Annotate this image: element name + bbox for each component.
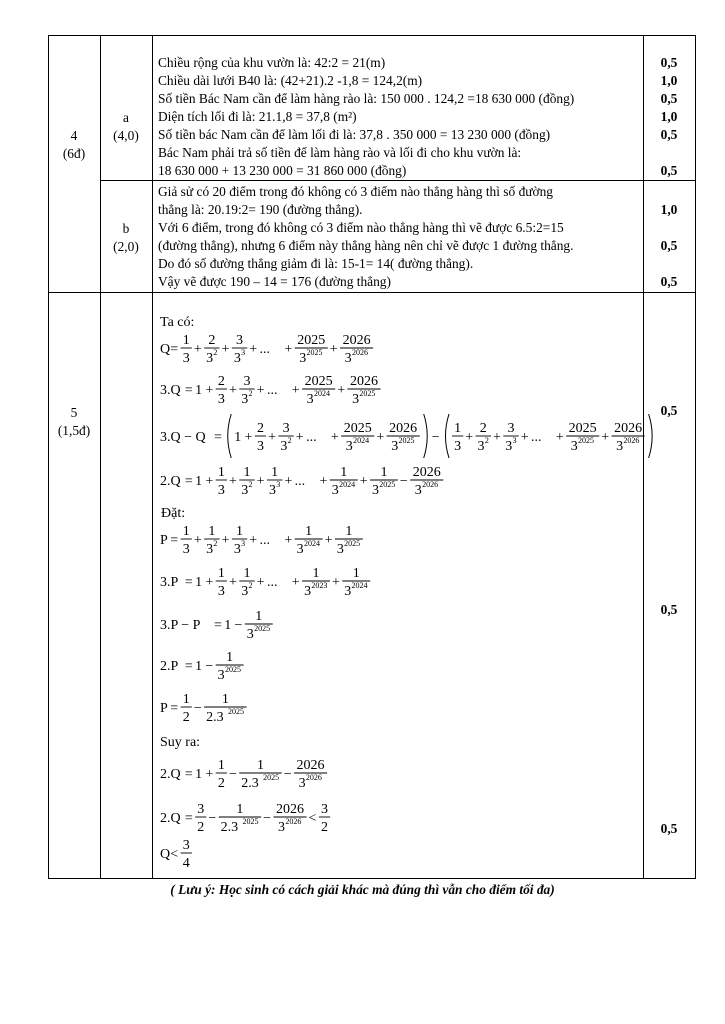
score-5: 0,5 — [660, 403, 678, 418]
equation-3Q-minus-Q: 3 — [256, 439, 264, 454]
equation-3Q-minus-Q: + — [244, 430, 253, 445]
equation-P: ... — [259, 533, 271, 548]
equation-P: + — [193, 533, 202, 548]
equation-2Q: 2025 — [379, 480, 396, 489]
equation-P-result: = — [170, 701, 179, 716]
part-4b-line: thẳng là: 20.19:2= 190 (đường thẳng). — [158, 202, 363, 217]
equation-P: + — [249, 533, 258, 548]
equation-3P: 3 — [217, 584, 225, 599]
score-4b: 1,0 — [660, 202, 678, 217]
equation-3Q-minus-Q: 1 — [234, 430, 242, 445]
equation-Q: 2 — [208, 333, 216, 348]
equation-3Q-minus-Q: 2 — [484, 436, 489, 445]
equation-3P: + — [256, 575, 265, 590]
equation-2Q: 1 — [195, 474, 203, 489]
equation-2Q: + — [359, 474, 368, 489]
equation-3P: + — [291, 575, 300, 590]
equation-Q: + — [193, 342, 202, 357]
equation-3P: + — [332, 575, 340, 590]
equation-P: 3 — [233, 542, 241, 557]
part-4a-line: 18 630 000 + 13 230 000 = 31 860 000 (đồng) — [158, 163, 407, 178]
equation-3P-minus-P: = — [213, 618, 222, 633]
equation-P: 2 — [213, 539, 218, 548]
equation-2Q-inequality: 3 — [197, 802, 205, 817]
equation-Q: 1 — [182, 333, 190, 348]
equation-Q: 2025 — [297, 333, 326, 348]
equation-3Q: + — [337, 383, 346, 398]
equation-Q: + — [284, 342, 293, 357]
equation-2Q-inequality: − — [263, 811, 272, 826]
equation-3P: 1 — [217, 566, 225, 581]
equation-3Q: + — [205, 383, 214, 398]
equation-2Q-result: 2.3 — [241, 776, 259, 791]
score-5: 0,5 — [660, 602, 678, 617]
equation-P: 3 — [206, 542, 214, 557]
equation-3Q-minus-Q: + — [493, 430, 501, 445]
equation-3Q-minus-Q: 2026 — [614, 421, 643, 436]
equation-3Q-minus-Q: − — [431, 430, 440, 445]
part-4a-line: Diện tích lối đi là: 21.1,8 = 37,8 (m²) — [158, 109, 357, 124]
score-4b: 0,5 — [660, 238, 678, 253]
equation-3Q-minus-Q: 3 — [507, 421, 515, 436]
equation-P-result: 1 — [221, 692, 229, 707]
equation-P: 3 — [241, 539, 246, 548]
set-label: Đặt: — [161, 506, 186, 521]
equation-P: + — [221, 533, 230, 548]
equation-2Q: 3 — [276, 480, 281, 489]
equation-Q: 2026 — [351, 348, 368, 357]
equation-3Q-minus-Q: 3 — [477, 439, 485, 454]
equation-2Q: 2026 — [412, 465, 441, 480]
equation-3P-minus-P: 1 — [224, 618, 232, 633]
equation-2P: 1 — [195, 659, 203, 674]
equation-Q: 3 — [299, 351, 307, 366]
equation-2Q-result: 2.Q — [160, 767, 181, 782]
equation-3Q-minus-Q: 3 — [512, 436, 517, 445]
score-4a: 1,0 — [660, 73, 678, 88]
equation-2Q-inequality: 2 — [197, 820, 205, 835]
equation-3Q-minus-Q: 3 — [616, 439, 624, 454]
equation-2Q: 2024 — [339, 480, 356, 489]
equation-2Q-inequality: 2.Q — [160, 811, 181, 826]
equation-3Q-minus-Q: 3 — [345, 439, 353, 454]
equation-2P: 1 — [226, 650, 234, 665]
equation-3Q-minus-Q: 3 — [570, 439, 578, 454]
equation-3Q-minus-Q: 2025 — [568, 421, 597, 436]
equation-3Q-minus-Q: + — [295, 430, 304, 445]
equation-Q: Q — [160, 342, 171, 357]
equation-3P: 3.P — [160, 575, 179, 590]
equation-2Q-inequality: < — [308, 811, 317, 826]
equation-3Q-minus-Q: 1 — [454, 421, 462, 436]
equation-2Q: + — [256, 474, 265, 489]
equation-3Q: 3.Q — [160, 383, 181, 398]
parenthesis — [446, 414, 450, 458]
equation-3P: = — [184, 575, 193, 590]
equation-P: 2024 — [303, 539, 320, 548]
part-4a-line: Chiều rộng của khu vườn là: 42:2 = 21(m) — [158, 55, 386, 70]
equation-3Q: + — [228, 383, 237, 398]
question-4-points: (6đ) — [62, 146, 86, 161]
part-4b-line: Vậy vẽ được 190 – 14 = 176 (đường thẳng) — [158, 274, 391, 289]
equation-P: 1 — [182, 524, 190, 539]
equation-P: 1 — [305, 524, 313, 539]
part-4b-line: Do đó số đường thẳng giảm đi là: 15-1= 14( đường thẳng). — [158, 256, 474, 271]
equation-2Q-result: − — [228, 767, 237, 782]
equation-P-result: 2 — [182, 710, 190, 725]
equation-Q: 2025 — [306, 348, 323, 357]
intro-label: Ta có: — [160, 315, 195, 330]
equation-3P: 1 — [195, 575, 203, 590]
score-4a: 1,0 — [660, 109, 678, 124]
equation-2Q: 3 — [372, 483, 379, 498]
equation-3Q: 3 — [243, 374, 251, 389]
equation-3Q-minus-Q: 2 — [479, 421, 487, 436]
equation-conclusion: Q — [160, 847, 171, 862]
equation-2Q: + — [319, 474, 328, 489]
equation-2Q: 3 — [217, 483, 225, 498]
equation-Q: + — [329, 342, 338, 357]
equation-2Q: + — [205, 474, 214, 489]
equation-2Q-inequality: 3 — [278, 820, 286, 835]
equation-2P: − — [205, 659, 214, 674]
equation-3Q: 1 — [195, 383, 203, 398]
equation-2Q: 1 — [271, 465, 279, 480]
equation-3P-minus-P: 1 — [255, 609, 263, 624]
equation-2Q-result: 2 — [217, 776, 225, 791]
equation-3Q: 2024 — [313, 389, 330, 398]
equation-3Q: ... — [266, 383, 278, 398]
equation-2P: 2.P — [160, 659, 179, 674]
equation-3Q: 2025 — [304, 374, 333, 389]
equation-3Q-minus-Q: 2 — [256, 421, 264, 436]
equation-3Q-minus-Q: + — [520, 430, 529, 445]
equation-3P: 2024 — [351, 581, 368, 590]
part-4a-points: (4,0) — [113, 128, 139, 143]
equation-3Q-minus-Q: 2025 — [398, 436, 415, 445]
equation-2Q: 3 — [331, 483, 339, 498]
equation-P: 3 — [182, 542, 190, 557]
question-4-number: 4 — [70, 128, 78, 143]
equation-3P: + — [205, 575, 214, 590]
part-4b-line: Với 6 điểm, trong đó không có 3 điểm nào thẳng hàng thì vẽ được 6.5:2=15 — [158, 220, 564, 235]
equation-3P: 2023 — [311, 581, 328, 590]
equation-3Q-minus-Q: 2026 — [623, 436, 640, 445]
equation-3Q: 3 — [352, 392, 360, 407]
equation-3Q-minus-Q: 3 — [391, 439, 399, 454]
equation-3Q-minus-Q: ... — [531, 430, 542, 445]
equation-3P-minus-P: 3 — [246, 627, 254, 642]
equation-Q: 3 — [344, 351, 352, 366]
equation-P-result: 2.3 — [206, 710, 224, 725]
equation-2Q: 3 — [414, 483, 422, 498]
equation-3Q-minus-Q: 3 — [505, 439, 513, 454]
equation-3Q-minus-Q: + — [555, 430, 564, 445]
equation-P-result: − — [193, 701, 202, 716]
equation-Q: 3 — [236, 333, 244, 348]
score-4a: 0,5 — [660, 127, 678, 142]
equation-P: 3 — [336, 542, 344, 557]
equation-Q: = — [170, 342, 179, 357]
equation-3Q: 2025 — [359, 389, 376, 398]
question-5-number: 5 — [70, 405, 78, 420]
equation-3P: 3 — [304, 584, 312, 599]
equation-3Q: 3 — [306, 392, 314, 407]
equation-2Q-inequality: 2026 — [276, 802, 304, 817]
part-4b-line: Giả sử có 20 điểm trong đó không có 3 điểm nào thẳng hàng thì số đường — [158, 184, 553, 199]
equation-2Q-result: + — [205, 767, 214, 782]
equation-Q: 2026 — [342, 333, 371, 348]
equation-conclusion: 3 — [182, 838, 190, 853]
part-4b-line: (đường thẳng), nhưng 6 điểm này thẳng hàng nên chỉ vẽ được 1 đường thẳng. — [158, 238, 574, 253]
equation-P-result: 1 — [182, 692, 190, 707]
equation-2Q: 3 — [241, 483, 249, 498]
equation-3Q-minus-Q: 2025 — [578, 436, 594, 445]
equation-3Q-minus-Q: 3.Q − Q — [160, 430, 206, 445]
part-4a-line: Số tiền bác Nam cần để làm lối đi là: 37,8 . 350 000 = 13 230 000 (đồng) — [158, 127, 551, 142]
equation-3Q: 3 — [217, 392, 225, 407]
equation-2Q-inequality: 3 — [320, 802, 328, 817]
equation-2Q: + — [228, 474, 237, 489]
equation-P: P — [160, 533, 168, 548]
equation-3Q-minus-Q: 2026 — [389, 421, 418, 436]
equation-3Q-minus-Q: 2025 — [343, 421, 372, 436]
equation-3P: 3 — [241, 584, 249, 599]
part-4a-line: Chiều dài lưới B40 là: (42+21).2 -1,8 = 124,2(m) — [158, 73, 423, 88]
equation-Q: + — [221, 342, 230, 357]
equation-2Q: 2.Q — [160, 474, 181, 489]
equation-P: 1 — [236, 524, 244, 539]
equation-P-result: P — [160, 701, 168, 716]
score-4a: 0,5 — [660, 91, 678, 106]
equation-2Q: 1 — [243, 465, 251, 480]
part-4b-points: (2,0) — [113, 239, 139, 254]
equation-Q: + — [249, 342, 258, 357]
equation-P: 3 — [296, 542, 304, 557]
equation-P: = — [170, 533, 179, 548]
equation-Q: 3 — [241, 348, 246, 357]
equation-2P: 3 — [217, 668, 225, 683]
question-5-points: (1,5đ) — [57, 423, 91, 438]
equation-2Q: 2 — [248, 480, 253, 489]
equation-3Q-minus-Q: 3 — [280, 439, 288, 454]
equation-2P: 2025 — [224, 665, 241, 674]
equation-Q: 2 — [213, 348, 218, 357]
equation-3P: 1 — [312, 566, 320, 581]
equation-3Q-minus-Q: + — [376, 430, 385, 445]
equation-3P: ... — [266, 575, 278, 590]
equation-conclusion: < — [170, 847, 179, 862]
equation-2Q: + — [284, 474, 293, 489]
equation-3Q-minus-Q: = — [213, 430, 222, 445]
equation-2Q: = — [184, 474, 193, 489]
equation-Q: 3 — [182, 351, 190, 366]
equation-2Q-result: 1 — [256, 758, 264, 773]
equation-2Q-result: − — [283, 767, 292, 782]
equation-3P: 1 — [352, 566, 360, 581]
equation-P: 1 — [345, 524, 353, 539]
equation-2Q-result: 3 — [298, 776, 306, 791]
equation-2P: = — [184, 659, 193, 674]
equation-3Q: = — [184, 383, 193, 398]
equation-3Q: + — [291, 383, 300, 398]
equation-3P: + — [228, 575, 237, 590]
score-5: 0,5 — [660, 821, 678, 836]
equation-2Q-inequality: 1 — [236, 802, 244, 817]
equation-2Q-result: 2026 — [305, 773, 322, 782]
equation-3P-minus-P: 2025 — [254, 624, 271, 633]
part-4b-label: b — [122, 221, 130, 236]
equation-P: + — [324, 533, 333, 548]
parenthesis — [424, 414, 428, 458]
equation-3P-minus-P: 3.P − P — [160, 618, 201, 633]
equation-3Q: + — [256, 383, 265, 398]
equation-3P: 2 — [248, 581, 253, 590]
part-4a-line: Bác Nam phải trả số tiền để làm hàng rào và lối đi cho khu vườn là: — [158, 145, 522, 160]
equation-2Q: 1 — [340, 465, 348, 480]
equation-3Q: 2026 — [350, 374, 379, 389]
equation-2Q: 1 — [380, 465, 388, 480]
equation-3Q-minus-Q: + — [330, 430, 339, 445]
equation-2Q-inequality: 2026 — [285, 817, 302, 826]
equation-3Q-minus-Q: 3 — [282, 421, 290, 436]
equation-3P-minus-P: − — [234, 618, 243, 633]
equation-2Q-inequality: = — [184, 811, 193, 826]
equation-3Q: 2 — [248, 389, 253, 398]
equation-Q: 3 — [206, 351, 214, 366]
parenthesis — [228, 414, 232, 458]
equation-3Q-minus-Q: 3 — [454, 439, 462, 454]
equation-2Q: ... — [294, 474, 306, 489]
equation-P-result: 2025 — [227, 707, 244, 716]
equation-3Q-minus-Q: + — [601, 430, 610, 445]
equation-3Q-minus-Q: + — [268, 430, 276, 445]
equation-P: 1 — [208, 524, 216, 539]
equation-2Q: 3 — [268, 483, 276, 498]
equation-Q: ... — [259, 342, 271, 357]
equation-P: 2025 — [344, 539, 361, 548]
part-4a-label: a — [123, 110, 129, 125]
equation-2Q-inequality: 2 — [320, 820, 328, 835]
equation-2Q: 1 — [217, 465, 225, 480]
equation-2Q-inequality: 2025 — [242, 817, 259, 826]
equation-3Q-minus-Q: ... — [306, 430, 317, 445]
grading-note: ( Lưu ý: Học sinh có cách giải khác mà đúng thì vẫn cho điểm tối đa) — [170, 882, 555, 897]
equation-3Q-minus-Q: 2024 — [353, 436, 370, 445]
equation-3Q: 2 — [217, 374, 225, 389]
equation-3P: 3 — [344, 584, 352, 599]
score-4a: 0,5 — [660, 163, 678, 178]
equation-2Q-inequality: − — [208, 811, 217, 826]
equation-2Q: − — [399, 474, 408, 489]
equation-2Q-result: 2025 — [263, 773, 280, 782]
parenthesis — [649, 414, 653, 458]
equation-conclusion: 4 — [182, 856, 190, 871]
equation-P: + — [284, 533, 293, 548]
score-4b: 0,5 — [660, 274, 678, 289]
score-4a: 0,5 — [660, 55, 678, 70]
equation-3Q-minus-Q: 2 — [287, 436, 292, 445]
equation-3P: 1 — [243, 566, 251, 581]
equation-2Q-inequality: 2.3 — [220, 820, 239, 835]
equation-2Q: 2026 — [422, 480, 439, 489]
then-label: Suy ra: — [160, 735, 201, 750]
equation-2Q-result: 1 — [217, 758, 225, 773]
part-4a-line: Số tiền Bác Nam cần để làm hàng rào là: 150 000 . 124,2 =18 630 000 (đồng) — [158, 91, 575, 106]
equation-Q: 3 — [233, 351, 241, 366]
equation-3Q-minus-Q: + — [465, 430, 474, 445]
equation-2Q-result: 2026 — [296, 758, 325, 773]
equation-2Q-result: 1 — [195, 767, 203, 782]
equation-3Q: 3 — [241, 392, 249, 407]
equation-2Q-result: = — [184, 767, 193, 782]
